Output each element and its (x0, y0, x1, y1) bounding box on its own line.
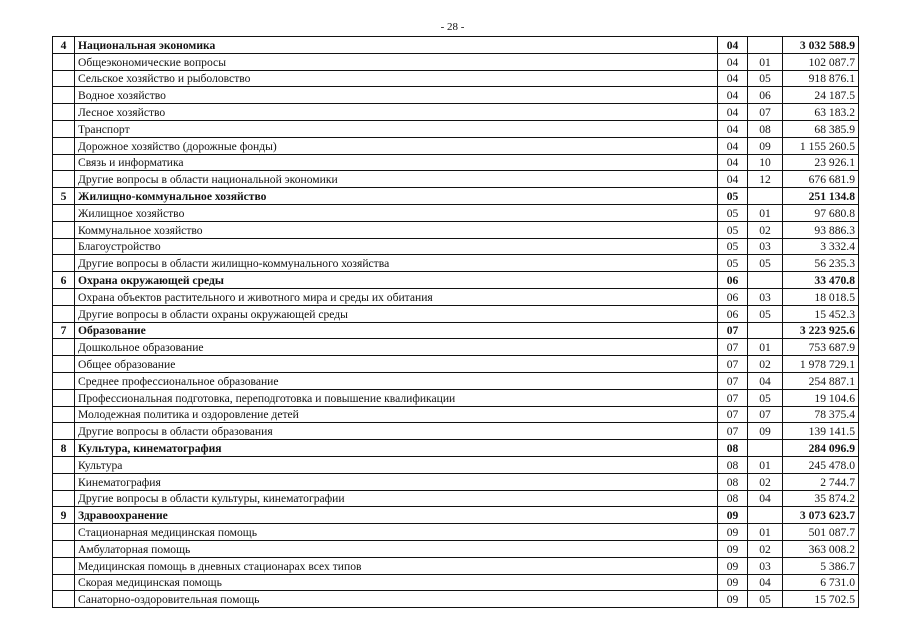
amount-cell: 284 096.9 (783, 440, 859, 457)
row-title-cell: Лесное хозяйство (75, 104, 718, 121)
row-title-cell: Стационарная медицинская помощь (75, 524, 718, 541)
subsection-code-cell: 02 (748, 473, 783, 490)
row-title-cell: Дорожное хозяйство (дорожные фонды) (75, 137, 718, 154)
section-code-cell: 07 (718, 389, 748, 406)
amount-cell: 3 032 588.9 (783, 37, 859, 54)
subsection-code-cell: 03 (748, 288, 783, 305)
section-code-cell: 06 (718, 305, 748, 322)
section-code-cell: 07 (718, 406, 748, 423)
amount-cell: 1 978 729.1 (783, 356, 859, 373)
table-row (53, 540, 859, 557)
amount-cell: 18 018.5 (783, 288, 859, 305)
amount-cell: 139 141.5 (783, 423, 859, 440)
row-number-cell (53, 120, 75, 137)
row-number-cell: 9 (53, 507, 75, 524)
table-row (53, 389, 859, 406)
subsection-code-cell (748, 322, 783, 339)
row-number-cell (53, 255, 75, 272)
page-number: - 28 - (440, 21, 465, 33)
row-title-cell: Охрана окружающей среды (75, 272, 718, 289)
subsection-code-cell: 03 (748, 238, 783, 255)
row-number-cell (53, 456, 75, 473)
row-title-cell: Жилищно-коммунальное хозяйство (75, 188, 718, 205)
section-code-cell: 04 (718, 70, 748, 87)
subsection-code-cell: 05 (748, 389, 783, 406)
row-title-cell: Кинематография (75, 473, 718, 490)
subsection-code-cell: 01 (748, 524, 783, 541)
row-title-cell: Благоустройство (75, 238, 718, 255)
row-number-cell (53, 238, 75, 255)
row-number-cell (53, 490, 75, 507)
table-row (53, 238, 859, 255)
row-title-cell: Транспорт (75, 120, 718, 137)
section-row (53, 37, 859, 54)
section-code-cell: 09 (718, 574, 748, 591)
amount-cell: 35 874.2 (783, 490, 859, 507)
row-number-cell: 6 (53, 272, 75, 289)
amount-cell: 3 073 623.7 (783, 507, 859, 524)
subsection-code-cell: 12 (748, 171, 783, 188)
table-row (53, 53, 859, 70)
row-number-cell (53, 372, 75, 389)
section-code-cell: 09 (718, 540, 748, 557)
subsection-code-cell (748, 272, 783, 289)
table-row (53, 87, 859, 104)
row-number-cell (53, 204, 75, 221)
section-code-cell: 05 (718, 238, 748, 255)
amount-cell: 56 235.3 (783, 255, 859, 272)
row-title-cell: Национальная экономика (75, 37, 718, 54)
budget-table-body (53, 37, 859, 608)
row-title-cell: Скорая медицинская помощь (75, 574, 718, 591)
subsection-code-cell (748, 440, 783, 457)
row-number-cell (53, 53, 75, 70)
section-code-cell: 07 (718, 322, 748, 339)
table-row (53, 255, 859, 272)
table-row (53, 591, 859, 608)
row-number-cell: 8 (53, 440, 75, 457)
row-number-cell (53, 524, 75, 541)
section-code-cell: 08 (718, 456, 748, 473)
amount-cell: 918 876.1 (783, 70, 859, 87)
row-title-cell: Связь и информатика (75, 154, 718, 171)
section-row (53, 507, 859, 524)
row-number-cell (53, 305, 75, 322)
subsection-code-cell: 07 (748, 406, 783, 423)
section-code-cell: 04 (718, 154, 748, 171)
subsection-code-cell: 01 (748, 204, 783, 221)
table-row (53, 204, 859, 221)
row-title-cell: Другие вопросы в области культуры, кинематографии (75, 490, 718, 507)
table-row (53, 70, 859, 87)
amount-cell: 68 385.9 (783, 120, 859, 137)
section-code-cell: 04 (718, 104, 748, 121)
section-code-cell: 05 (718, 221, 748, 238)
row-number-cell (53, 406, 75, 423)
subsection-code-cell: 05 (748, 70, 783, 87)
row-title-cell: Культура, кинематография (75, 440, 718, 457)
amount-cell: 251 134.8 (783, 188, 859, 205)
table-row (53, 574, 859, 591)
subsection-code-cell: 01 (748, 456, 783, 473)
amount-cell: 24 187.5 (783, 87, 859, 104)
amount-cell: 5 386.7 (783, 557, 859, 574)
row-title-cell: Дошкольное образование (75, 339, 718, 356)
amount-cell: 3 332.4 (783, 238, 859, 255)
row-title-cell: Общее образование (75, 356, 718, 373)
row-title-cell: Другие вопросы в области национальной экономики (75, 171, 718, 188)
row-title-cell: Общеэкономические вопросы (75, 53, 718, 70)
section-code-cell: 07 (718, 339, 748, 356)
row-number-cell (53, 557, 75, 574)
section-row (53, 440, 859, 457)
subsection-code-cell (748, 188, 783, 205)
section-code-cell: 04 (718, 53, 748, 70)
row-number-cell (53, 171, 75, 188)
row-number-cell (53, 104, 75, 121)
row-title-cell: Медицинская помощь в дневных стационарах всех типов (75, 557, 718, 574)
section-code-cell: 04 (718, 137, 748, 154)
subsection-code-cell: 02 (748, 356, 783, 373)
amount-cell: 501 087.7 (783, 524, 859, 541)
section-code-cell: 07 (718, 356, 748, 373)
amount-cell: 6 731.0 (783, 574, 859, 591)
table-row (53, 288, 859, 305)
section-code-cell: 09 (718, 557, 748, 574)
table-row (53, 423, 859, 440)
row-title-cell: Образование (75, 322, 718, 339)
row-title-cell: Водное хозяйство (75, 87, 718, 104)
subsection-code-cell: 09 (748, 423, 783, 440)
row-number-cell (53, 70, 75, 87)
row-number-cell (53, 288, 75, 305)
section-code-cell: 08 (718, 440, 748, 457)
amount-cell: 363 008.2 (783, 540, 859, 557)
row-title-cell: Другие вопросы в области охраны окружающей среды (75, 305, 718, 322)
amount-cell: 102 087.7 (783, 53, 859, 70)
budget-table (52, 36, 859, 608)
subsection-code-cell: 01 (748, 53, 783, 70)
table-row (53, 137, 859, 154)
amount-cell: 78 375.4 (783, 406, 859, 423)
row-number-cell (53, 423, 75, 440)
subsection-code-cell: 05 (748, 255, 783, 272)
section-code-cell: 09 (718, 507, 748, 524)
section-code-cell: 05 (718, 188, 748, 205)
row-title-cell: Другие вопросы в области образования (75, 423, 718, 440)
section-code-cell: 09 (718, 591, 748, 608)
table-row (53, 171, 859, 188)
subsection-code-cell: 04 (748, 372, 783, 389)
amount-cell: 97 680.8 (783, 204, 859, 221)
table-row (53, 456, 859, 473)
subsection-code-cell: 07 (748, 104, 783, 121)
section-code-cell: 07 (718, 372, 748, 389)
row-title-cell: Амбулаторная помощь (75, 540, 718, 557)
table-row (53, 339, 859, 356)
subsection-code-cell: 09 (748, 137, 783, 154)
subsection-code-cell: 04 (748, 574, 783, 591)
section-code-cell: 09 (718, 524, 748, 541)
subsection-code-cell: 03 (748, 557, 783, 574)
amount-cell: 23 926.1 (783, 154, 859, 171)
row-title-cell: Здравоохранение (75, 507, 718, 524)
amount-cell: 254 887.1 (783, 372, 859, 389)
table-row (53, 305, 859, 322)
amount-cell: 753 687.9 (783, 339, 859, 356)
section-code-cell: 04 (718, 171, 748, 188)
amount-cell: 1 155 260.5 (783, 137, 859, 154)
row-title-cell: Среднее профессиональное образование (75, 372, 718, 389)
amount-cell: 676 681.9 (783, 171, 859, 188)
amount-cell: 15 702.5 (783, 591, 859, 608)
section-row (53, 188, 859, 205)
row-title-cell: Молодежная политика и оздоровление детей (75, 406, 718, 423)
row-number-cell: 4 (53, 37, 75, 54)
amount-cell: 3 223 925.6 (783, 322, 859, 339)
subsection-code-cell (748, 37, 783, 54)
subsection-code-cell: 04 (748, 490, 783, 507)
table-row (53, 154, 859, 171)
section-code-cell: 04 (718, 120, 748, 137)
row-title-cell: Санаторно-оздоровительная помощь (75, 591, 718, 608)
row-number-cell (53, 221, 75, 238)
table-row (53, 221, 859, 238)
subsection-code-cell: 02 (748, 221, 783, 238)
section-row (53, 322, 859, 339)
subsection-code-cell: 02 (748, 540, 783, 557)
section-code-cell: 05 (718, 204, 748, 221)
table-row (53, 524, 859, 541)
section-code-cell: 04 (718, 87, 748, 104)
amount-cell: 19 104.6 (783, 389, 859, 406)
row-number-cell (53, 339, 75, 356)
amount-cell: 245 478.0 (783, 456, 859, 473)
row-title-cell: Культура (75, 456, 718, 473)
table-row (53, 557, 859, 574)
row-number-cell (53, 540, 75, 557)
section-code-cell: 08 (718, 490, 748, 507)
row-number-cell: 7 (53, 322, 75, 339)
subsection-code-cell: 01 (748, 339, 783, 356)
table-row (53, 104, 859, 121)
subsection-code-cell: 05 (748, 305, 783, 322)
row-number-cell (53, 87, 75, 104)
row-number-cell (53, 389, 75, 406)
subsection-code-cell: 06 (748, 87, 783, 104)
section-code-cell: 07 (718, 423, 748, 440)
row-title-cell: Охрана объектов растительного и животного мира и среды их обитания (75, 288, 718, 305)
amount-cell: 93 886.3 (783, 221, 859, 238)
section-code-cell: 04 (718, 37, 748, 54)
row-number-cell (53, 473, 75, 490)
subsection-code-cell: 08 (748, 120, 783, 137)
section-code-cell: 08 (718, 473, 748, 490)
row-title-cell: Коммунальное хозяйство (75, 221, 718, 238)
table-row (53, 120, 859, 137)
section-row (53, 272, 859, 289)
table-row (53, 406, 859, 423)
row-number-cell (53, 356, 75, 373)
row-number-cell: 5 (53, 188, 75, 205)
table-row (53, 356, 859, 373)
row-title-cell: Другие вопросы в области жилищно-коммунального хозяйства (75, 255, 718, 272)
row-number-cell (53, 154, 75, 171)
table-row (53, 473, 859, 490)
subsection-code-cell: 10 (748, 154, 783, 171)
section-code-cell: 06 (718, 288, 748, 305)
row-title-cell: Жилищное хозяйство (75, 204, 718, 221)
section-code-cell: 05 (718, 255, 748, 272)
table-row (53, 490, 859, 507)
row-number-cell (53, 591, 75, 608)
subsection-code-cell (748, 507, 783, 524)
amount-cell: 15 452.3 (783, 305, 859, 322)
subsection-code-cell: 05 (748, 591, 783, 608)
table-row (53, 372, 859, 389)
amount-cell: 2 744.7 (783, 473, 859, 490)
row-title-cell: Сельское хозяйство и рыболовство (75, 70, 718, 87)
amount-cell: 63 183.2 (783, 104, 859, 121)
amount-cell: 33 470.8 (783, 272, 859, 289)
row-number-cell (53, 137, 75, 154)
row-number-cell (53, 574, 75, 591)
row-title-cell: Профессиональная подготовка, переподготовка и повышение квалификации (75, 389, 718, 406)
section-code-cell: 06 (718, 272, 748, 289)
